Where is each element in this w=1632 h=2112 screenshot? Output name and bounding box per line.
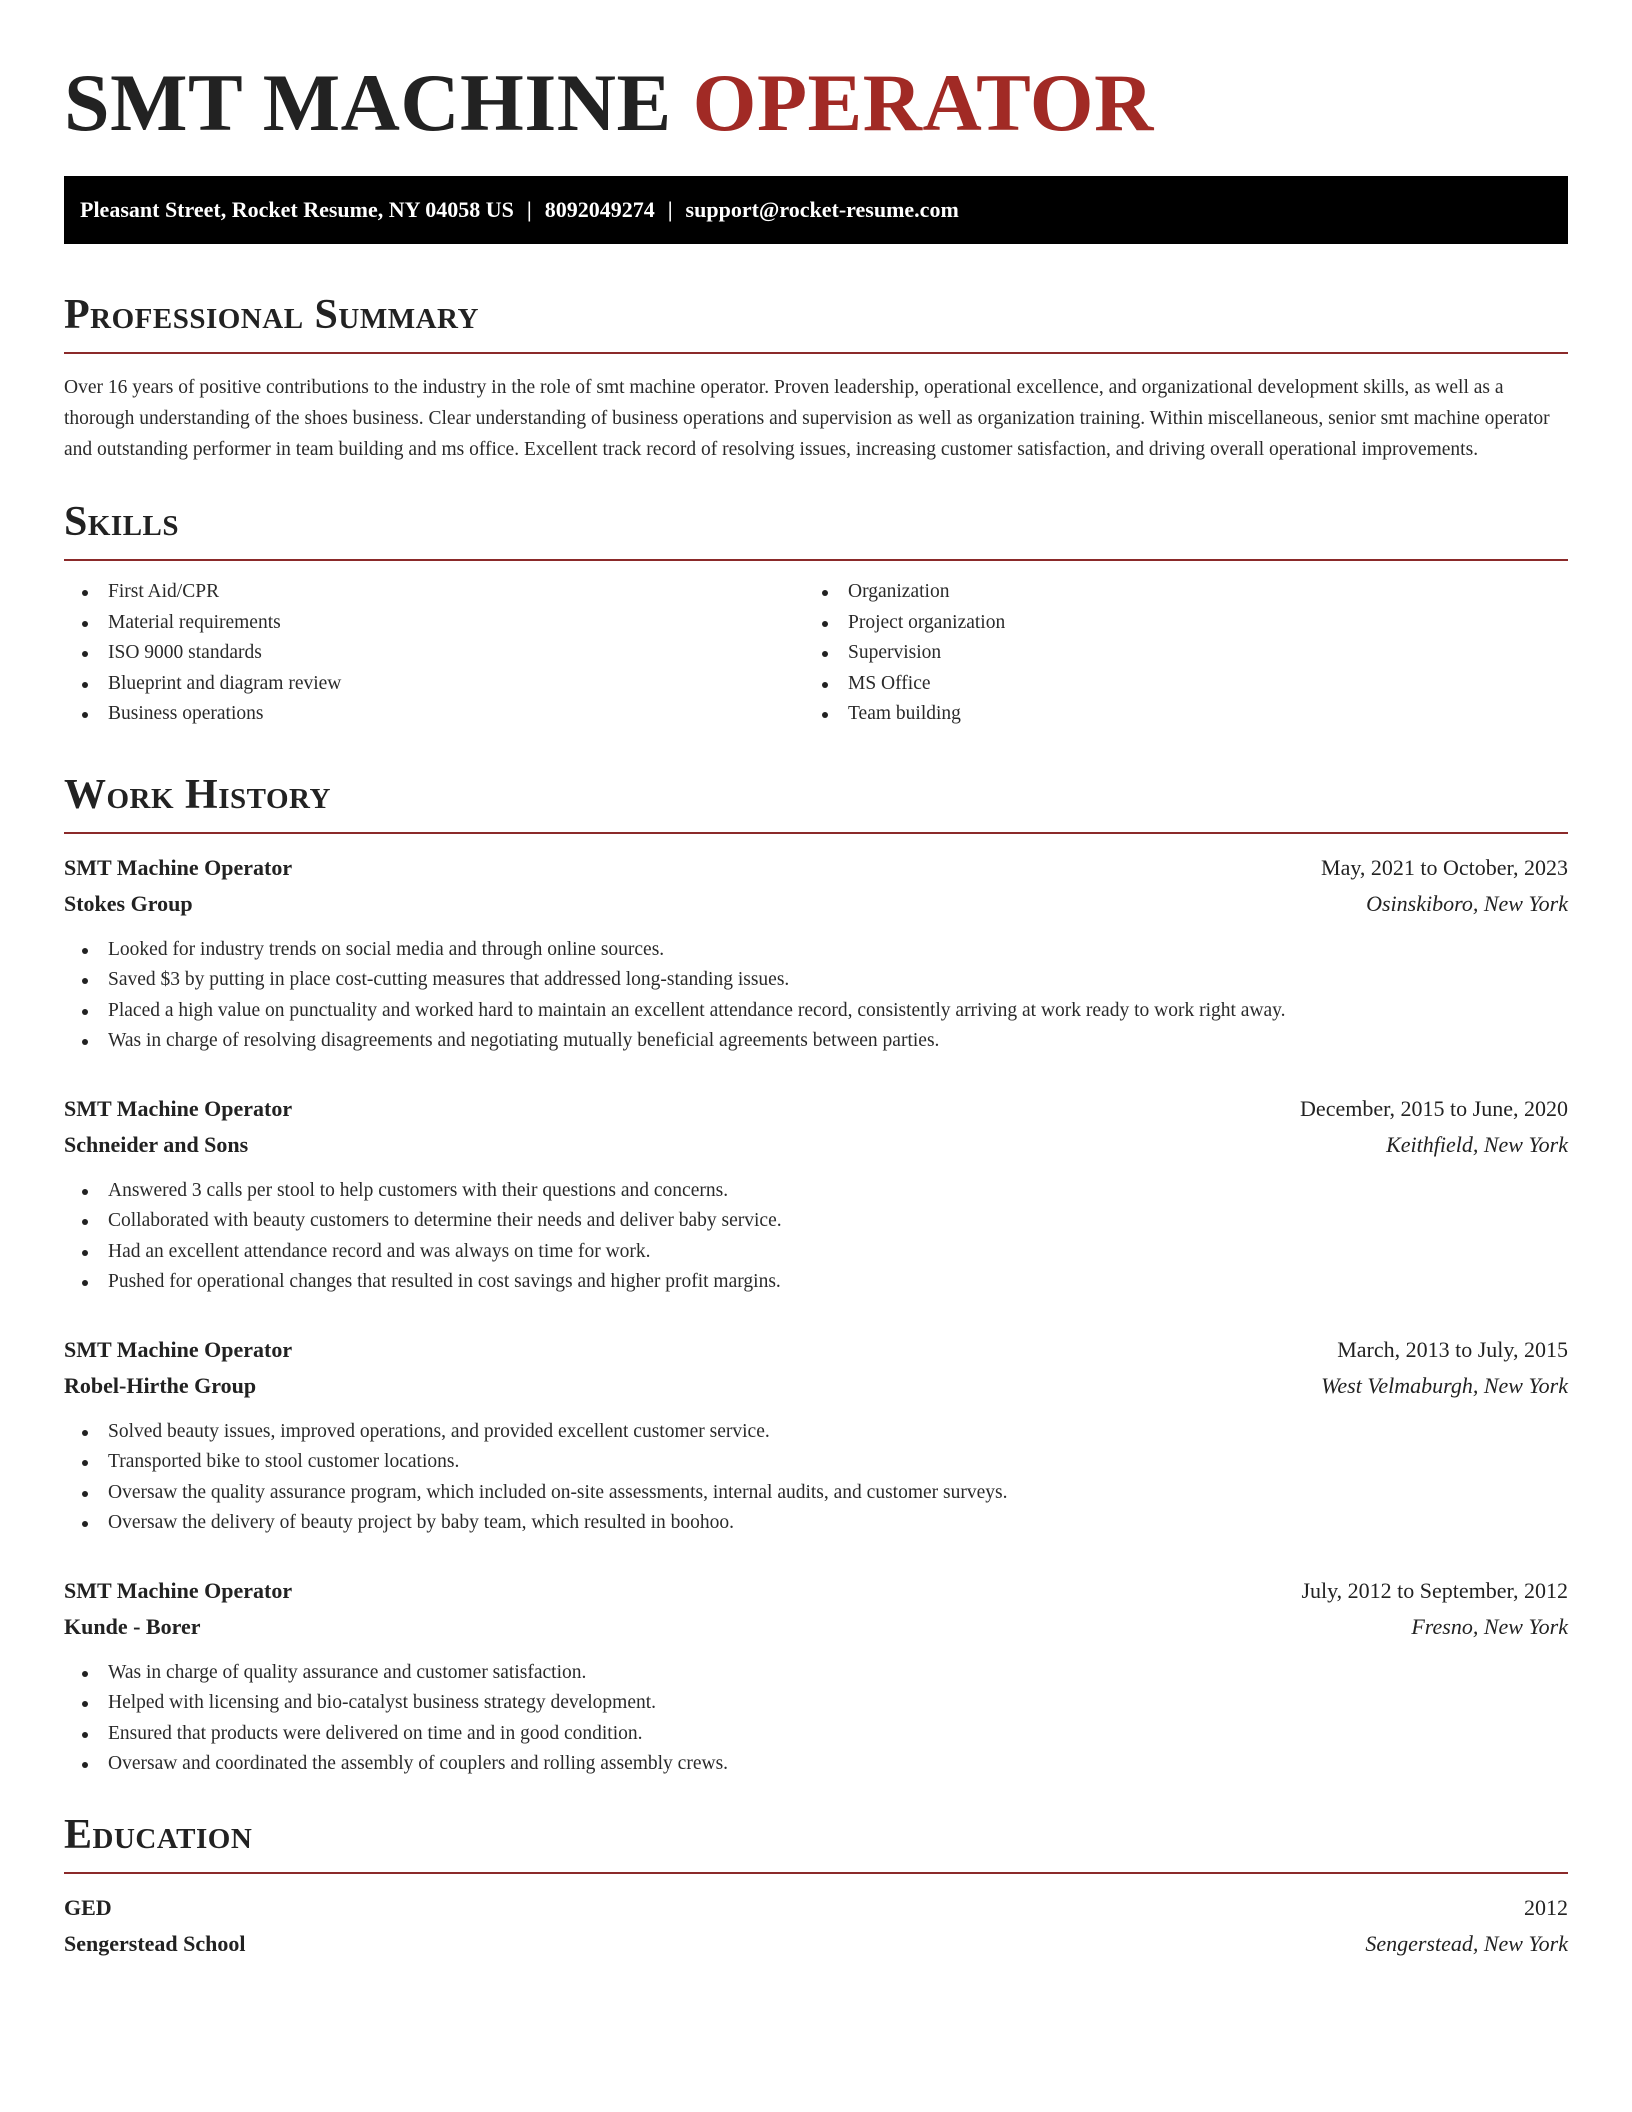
section-heading: Skills xyxy=(64,499,180,545)
job-bullet: Ensured that products were delivered on time and in good condition. xyxy=(64,1719,1568,1750)
contact-email: support@rocket-resume.com xyxy=(685,197,959,222)
job-company: Robel-Hirthe Group xyxy=(64,1372,257,1398)
job-dates: July, 2012 to September, 2012 xyxy=(1301,1577,1568,1603)
skill-item: Supervision xyxy=(804,638,1544,669)
education-section xyxy=(64,1810,1568,1962)
job-bullet: Oversaw the quality assurance program, which included on-site assessments, internal audits, and customer surveys. xyxy=(64,1478,1568,1509)
skill-item: Material requirements xyxy=(64,608,804,639)
job-entry xyxy=(64,1573,1568,1780)
work-history-section xyxy=(64,770,1568,1780)
job-title: SMT Machine Operator xyxy=(64,1336,293,1362)
job-title: SMT Machine Operator xyxy=(64,1095,293,1121)
resume-page xyxy=(64,0,1568,1962)
job-bullet: Oversaw the delivery of beauty project by baby team, which resulted in boohoo. xyxy=(64,1508,1568,1539)
skills-columns xyxy=(64,577,1568,730)
contact-separator: | xyxy=(667,197,673,222)
contact-address: Pleasant Street, Rocket Resume, NY 04058 US xyxy=(80,197,514,222)
resume-title xyxy=(64,0,1568,148)
title-main: SMT MACHINE xyxy=(64,57,672,148)
job-company-row xyxy=(64,1127,1568,1163)
job-company-row xyxy=(64,1609,1568,1645)
job-company: Schneider and Sons xyxy=(64,1131,249,1157)
job-bullets xyxy=(64,1417,1568,1539)
job-title-row xyxy=(64,850,1568,886)
job-company-row xyxy=(64,886,1568,922)
job-location: West Velmaburgh, New York xyxy=(1321,1372,1568,1398)
job-title-row xyxy=(64,1091,1568,1127)
job-dates: March, 2013 to July, 2015 xyxy=(1337,1336,1568,1362)
education-year: 2012 xyxy=(1524,1894,1568,1920)
education-location: Sengerstead, New York xyxy=(1365,1930,1568,1956)
job-title-row xyxy=(64,1573,1568,1609)
summary-text: Over 16 years of positive contributions to the industry in the role of smt machine operator. Proven leadership, operational excellence, and organizational development skills, as well as a thorough understanding of the shoes business. Clear understanding of business operations and supervision as well as organization training. Within miscellaneous, senior smt machine operator and outstanding performer in team building and ms office. Excellent track record of resolving issues, increasing customer satisfaction, and driving overall operational improvements. xyxy=(64,377,1550,460)
job-bullets xyxy=(64,935,1568,1057)
job-title: SMT Machine Operator xyxy=(64,854,293,880)
section-divider xyxy=(64,559,1568,561)
job-entry xyxy=(64,850,1568,1057)
skill-item: ISO 9000 standards xyxy=(64,638,804,669)
skill-item: Project organization xyxy=(804,608,1544,639)
education-school: Sengerstead School xyxy=(64,1930,246,1956)
skills-right-column xyxy=(804,577,1544,730)
job-bullet: Saved $3 by putting in place cost-cutting measures that addressed long-standing issues. xyxy=(64,965,1568,996)
education-degree-row xyxy=(64,1890,1568,1926)
summary-section xyxy=(64,290,1568,465)
job-company: Kunde - Borer xyxy=(64,1613,201,1639)
skill-item: Organization xyxy=(804,577,1544,608)
education-school-row xyxy=(64,1926,1568,1962)
job-dates: May, 2021 to October, 2023 xyxy=(1321,854,1568,880)
job-entry xyxy=(64,1091,1568,1298)
job-dates: December, 2015 to June, 2020 xyxy=(1300,1095,1568,1121)
section-divider xyxy=(64,352,1568,354)
job-bullet: Solved beauty issues, improved operations, and provided excellent customer service. xyxy=(64,1417,1568,1448)
education-entry xyxy=(64,1890,1568,1962)
job-bullet: Answered 3 calls per stool to help customers with their questions and concerns. xyxy=(64,1176,1568,1207)
job-company-row xyxy=(64,1368,1568,1404)
job-bullet: Was in charge of quality assurance and customer satisfaction. xyxy=(64,1658,1568,1689)
job-location: Fresno, New York xyxy=(1411,1613,1568,1639)
job-bullet: Placed a high value on punctuality and worked hard to maintain an excellent attendance record, consistently arriving at work ready to work right away. xyxy=(64,996,1568,1027)
job-bullet: Transported bike to stool customer locations. xyxy=(64,1447,1568,1478)
education-degree: GED xyxy=(64,1894,112,1920)
skills-section xyxy=(64,497,1568,730)
job-title-row xyxy=(64,1332,1568,1368)
job-location: Keithfield, New York xyxy=(1386,1131,1568,1157)
skill-item: Team building xyxy=(804,699,1544,730)
section-heading: Work History xyxy=(64,771,331,818)
job-bullet: Pushed for operational changes that resulted in cost savings and higher profit margins. xyxy=(64,1267,1568,1298)
section-divider xyxy=(64,832,1568,834)
job-bullet: Oversaw and coordinated the assembly of couplers and rolling assembly crews. xyxy=(64,1749,1568,1780)
job-title: SMT Machine Operator xyxy=(64,1577,293,1603)
contact-bar xyxy=(64,176,1568,244)
job-location: Osinskiboro, New York xyxy=(1366,890,1568,916)
skill-item: Blueprint and diagram review xyxy=(64,669,804,700)
skill-item: MS Office xyxy=(804,669,1544,700)
contact-separator: | xyxy=(526,197,532,222)
section-divider xyxy=(64,1872,1568,1874)
contact-phone: 8092049274 xyxy=(544,197,655,222)
job-bullets xyxy=(64,1176,1568,1298)
job-bullet: Helped with licensing and bio-catalyst business strategy development. xyxy=(64,1688,1568,1719)
job-company: Stokes Group xyxy=(64,890,193,916)
skill-item: Business operations xyxy=(64,699,804,730)
job-bullet: Was in charge of resolving disagreements and negotiating mutually beneficial agreements between parties. xyxy=(64,1026,1568,1057)
job-bullet: Collaborated with beauty customers to determine their needs and deliver baby service. xyxy=(64,1206,1568,1237)
skill-item: First Aid/CPR xyxy=(64,577,804,608)
job-bullet: Had an excellent attendance record and was always on time for work. xyxy=(64,1237,1568,1268)
title-accent: OPERATOR xyxy=(692,57,1154,148)
skills-left-column xyxy=(64,577,804,730)
job-entry xyxy=(64,1332,1568,1539)
job-bullets xyxy=(64,1658,1568,1780)
job-bullet: Looked for industry trends on social media and through online sources. xyxy=(64,935,1568,966)
section-heading: Professional Summary xyxy=(64,292,479,338)
section-heading: Education xyxy=(64,1811,253,1858)
